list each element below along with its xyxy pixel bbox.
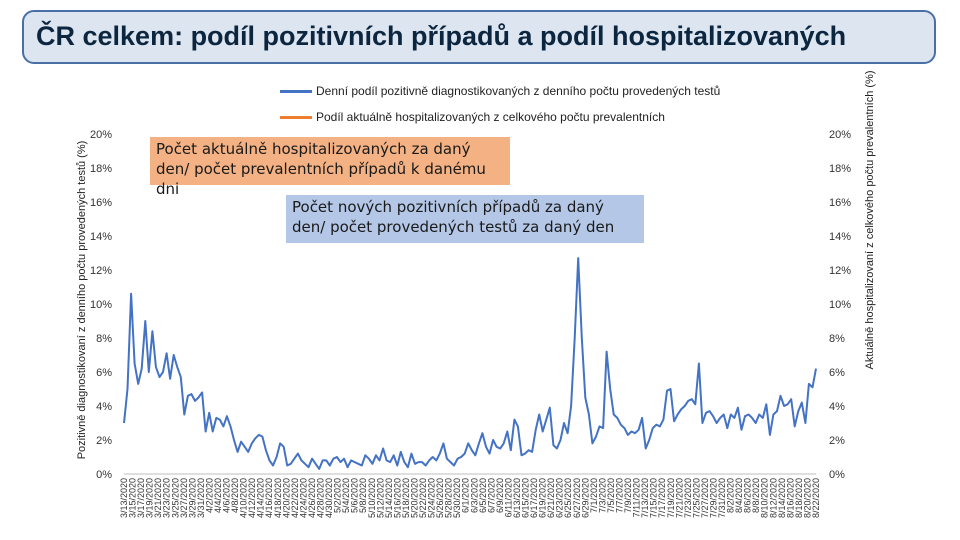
x-tick-label: 6/3/2020 [469, 478, 480, 514]
x-tick-label: 6/25/2020 [563, 478, 574, 519]
y-tick-label-left: 6% [96, 367, 112, 379]
y-tick-label-right: 18% [829, 163, 852, 175]
page-title: ČR celkem: podíl pozitivních případů a podíl hospitalizovaných [36, 21, 847, 51]
x-tick-label: 8/14/2020 [776, 478, 787, 519]
x-tick-label: 4/12/2020 [247, 478, 258, 519]
y-tick-label-left: 8% [96, 333, 112, 345]
y-tick-label-right: 12% [829, 265, 852, 277]
x-tick-label: 5/30/2020 [452, 478, 463, 519]
x-tick-label: 8/16/2020 [785, 478, 796, 519]
y-tick-label-right: 4% [829, 401, 845, 413]
x-tick-label: 8/10/2020 [759, 478, 770, 519]
x-tick-label: 6/9/2020 [494, 478, 505, 514]
x-tick-label: 3/29/2020 [187, 478, 198, 519]
x-tick-label: 5/26/2020 [435, 478, 446, 519]
y-tick-label-right: 6% [829, 367, 845, 379]
x-tick-label: 7/9/2020 [623, 478, 634, 514]
x-tick-label: 3/13/2020 [119, 478, 129, 519]
y-tick-label-left: 20% [89, 129, 112, 141]
x-tick-label: 6/21/2020 [546, 478, 557, 519]
x-tick-label: 6/17/2020 [529, 478, 540, 519]
x-tick-label: 4/6/2020 [221, 478, 232, 514]
x-tick-label: 4/2/2020 [204, 478, 215, 514]
x-tick-label: 5/28/2020 [443, 478, 454, 519]
y-tick-label-left: 12% [89, 265, 112, 277]
x-tick-label: 8/2/2020 [725, 478, 736, 514]
x-tick-label: 6/11/2020 [503, 478, 514, 518]
x-tick-label: 4/22/2020 [289, 478, 300, 519]
x-tick-label: 6/1/2020 [460, 478, 471, 514]
series-line-positive [124, 258, 816, 469]
x-tick-label: 6/7/2020 [486, 478, 497, 514]
x-tick-label: 3/31/2020 [195, 478, 206, 519]
y-tick-label-right: 0% [829, 469, 845, 481]
annotation-hospitalized: Počet aktuálně hospitalizovaných za daný den/ počet prevalentních případů k danému dni [150, 137, 510, 185]
x-tick-label: 3/21/2020 [153, 478, 164, 519]
y-tick-label-left: 2% [96, 435, 112, 447]
x-tick-label: 4/24/2020 [298, 478, 309, 519]
x-tick-label: 7/17/2020 [657, 478, 668, 519]
x-tick-label: 4/8/2020 [230, 478, 241, 514]
x-tick-label: 5/8/2020 [358, 478, 369, 514]
x-tick-label: 4/26/2020 [306, 478, 317, 519]
x-tick-label: 7/29/2020 [708, 478, 719, 519]
x-tick-label: 5/24/2020 [426, 478, 437, 519]
x-tick-label: 5/22/2020 [418, 478, 429, 519]
x-tick-label: 8/8/2020 [751, 478, 762, 514]
annotation-positive: Počet nových pozitivních případů za daný den/ počet provedených testů za daný den [286, 195, 644, 243]
x-tick-label: 3/19/2020 [144, 478, 155, 519]
y-tick-label-right: 10% [829, 299, 852, 311]
x-tick-label: 7/21/2020 [674, 478, 685, 519]
x-tick-label: 5/12/2020 [375, 478, 386, 519]
y-tick-label-left: 16% [89, 197, 112, 209]
x-tick-label: 7/25/2020 [691, 478, 702, 519]
y-axis-label-right: Aktuálně hospitalizovaní z celkového počtu prevalentních (%) [864, 70, 876, 370]
y-tick-label-left: 0% [96, 469, 112, 481]
x-tick-label: 5/4/2020 [341, 478, 352, 514]
x-tick-label: 8/6/2020 [742, 478, 753, 514]
x-tick-label: 7/27/2020 [699, 478, 710, 519]
x-tick-label: 7/1/2020 [588, 478, 599, 514]
x-tick-label: 4/18/2020 [272, 478, 283, 519]
legend-label-positive: Denní podíl pozitivně diagnostikovaných z denního počtu provedených testů [316, 84, 721, 98]
x-tick-label: 6/5/2020 [477, 478, 488, 514]
y-tick-label-left: 4% [96, 401, 112, 413]
x-tick-label: 6/29/2020 [580, 478, 591, 519]
x-tick-label: 5/20/2020 [409, 478, 420, 519]
x-tick-label: 5/10/2020 [366, 478, 377, 519]
x-tick-label: 3/23/2020 [161, 478, 172, 519]
y-tick-label-right: 20% [829, 129, 852, 141]
x-tick-label: 4/28/2020 [315, 478, 326, 519]
x-tick-label: 8/4/2020 [734, 478, 745, 514]
x-tick-label: 6/13/2020 [511, 478, 522, 519]
y-tick-label-right: 8% [829, 333, 845, 345]
x-tick-label: 6/23/2020 [554, 478, 565, 519]
y-tick-label-right: 16% [829, 197, 852, 209]
y-tick-label-left: 10% [89, 299, 112, 311]
x-tick-label: 3/15/2020 [127, 478, 138, 519]
x-tick-label: 7/7/2020 [614, 478, 625, 514]
x-tick-label: 8/20/2020 [802, 478, 813, 519]
x-tick-label: 4/20/2020 [281, 478, 292, 519]
x-tick-label: 4/14/2020 [255, 478, 266, 519]
x-tick-label: 3/25/2020 [170, 478, 181, 519]
x-tick-label: 7/13/2020 [640, 478, 651, 519]
y-tick-label-right: 2% [829, 435, 845, 447]
x-tick-label: 7/15/2020 [648, 478, 659, 519]
x-tick-label: 6/19/2020 [537, 478, 548, 519]
x-tick-label: 5/14/2020 [383, 478, 394, 519]
x-tick-label: 5/2/2020 [332, 478, 343, 514]
x-tick-label: 4/30/2020 [324, 478, 335, 519]
y-tick-label-left: 14% [89, 231, 112, 243]
y-axis-label-left: Pozitivně diagnostikovaní z denního počtu provedených testů (%) [76, 140, 88, 460]
x-tick-label: 4/4/2020 [212, 478, 223, 514]
x-tick-label: 8/12/2020 [768, 478, 779, 519]
x-tick-label: 8/22/2020 [811, 478, 821, 519]
y-tick-label-right: 14% [829, 231, 852, 243]
x-tick-label: 7/5/2020 [605, 478, 616, 514]
x-tick-label: 6/27/2020 [571, 478, 582, 519]
y-tick-label-left: 18% [89, 163, 112, 175]
x-tick-label: 5/18/2020 [400, 478, 411, 519]
x-tick-label: 5/6/2020 [349, 478, 360, 514]
x-tick-label: 7/23/2020 [682, 478, 693, 519]
x-tick-label: 7/19/2020 [665, 478, 676, 519]
x-tick-label: 5/16/2020 [392, 478, 403, 519]
x-tick-label: 7/31/2020 [717, 478, 728, 519]
x-tick-label: 6/15/2020 [520, 478, 531, 519]
x-tick-label: 4/10/2020 [238, 478, 249, 519]
x-tick-label: 3/17/2020 [136, 478, 147, 519]
legend-label-hospitalized: Podíl aktuálně hospitalizovaných z celkového počtu prevalentních [316, 110, 665, 124]
x-tick-label: 3/27/2020 [178, 478, 189, 519]
x-tick-label: 7/11/2020 [631, 478, 642, 518]
x-tick-label: 7/3/2020 [597, 478, 608, 514]
x-tick-label: 8/18/2020 [793, 478, 804, 519]
x-tick-label: 4/16/2020 [264, 478, 275, 519]
